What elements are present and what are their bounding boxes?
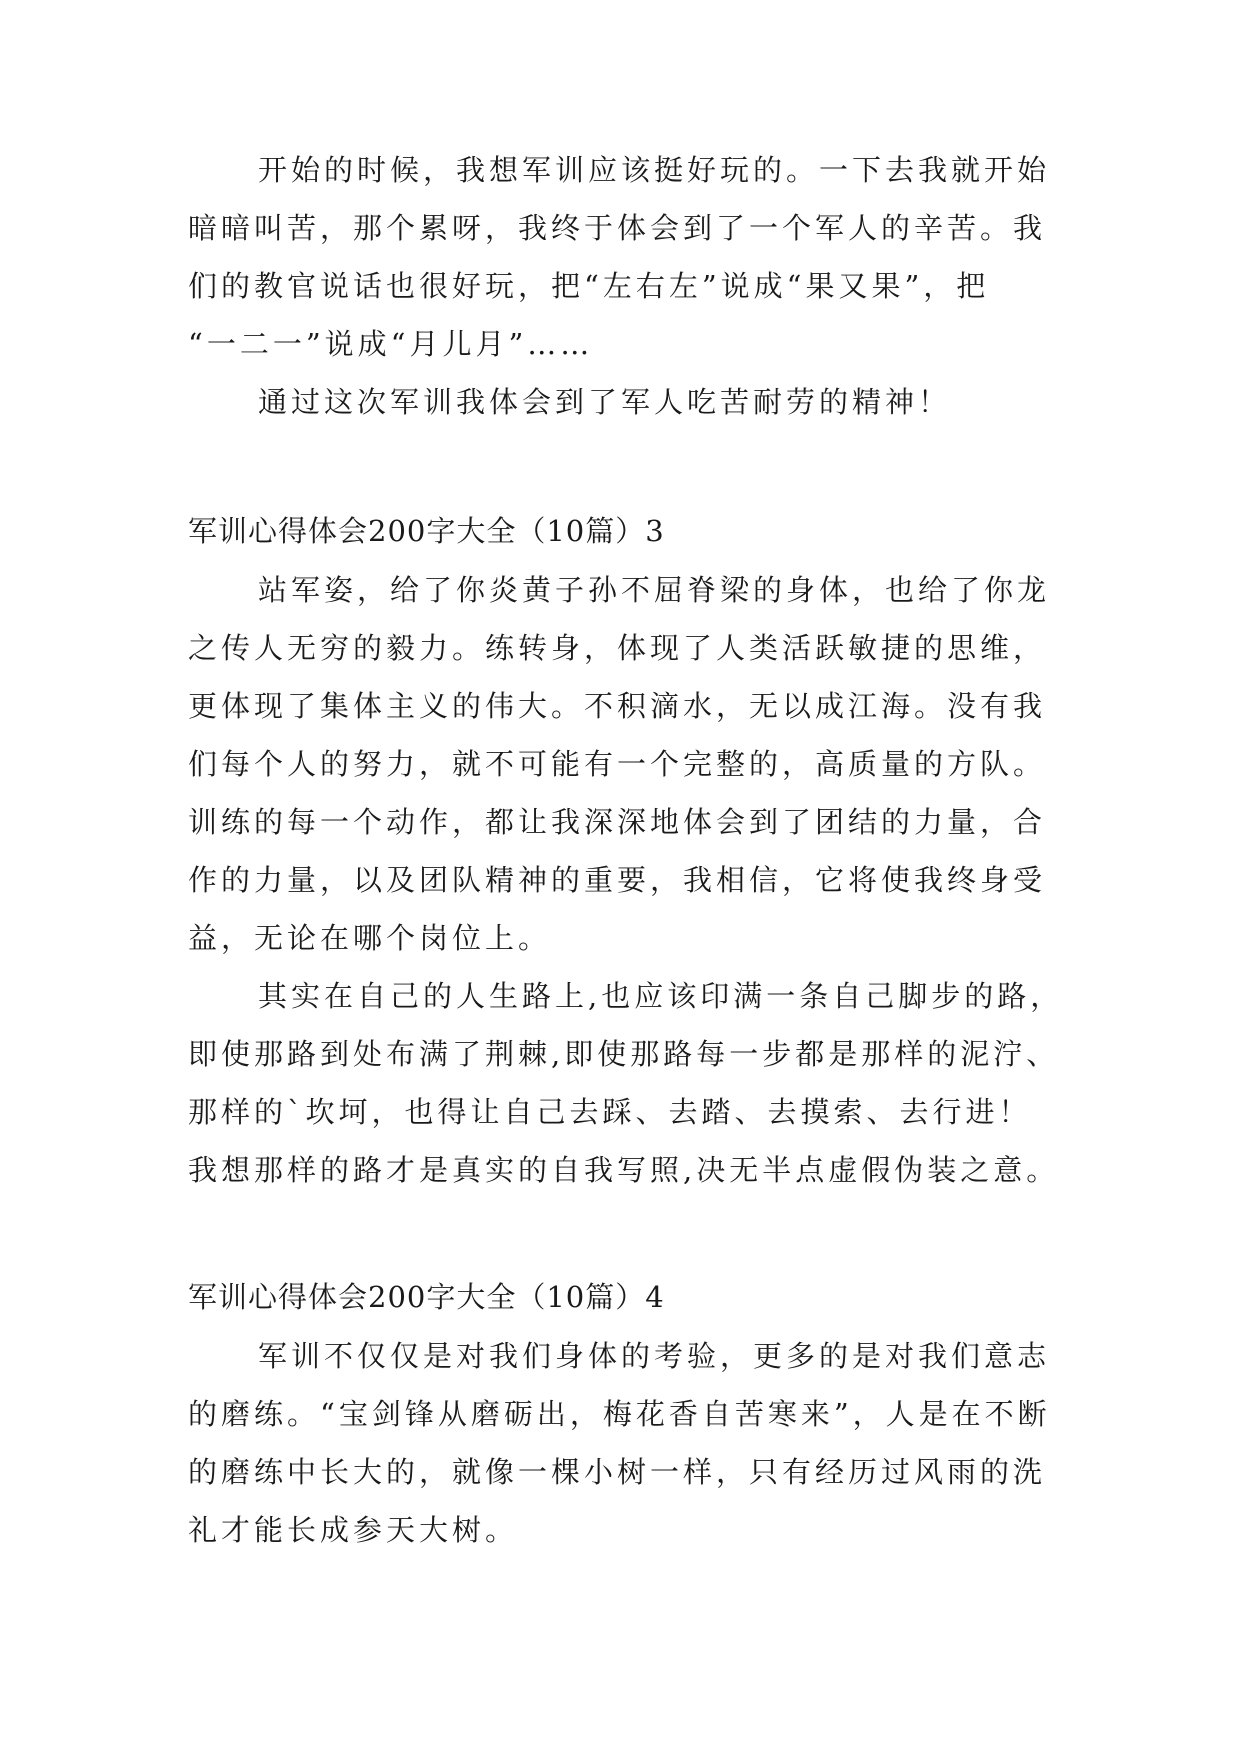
section-heading-4: 军训心得体会200字大全（10篇）4 xyxy=(188,1280,665,1314)
section-heading-3: 军训心得体会200字大全（10篇）3 xyxy=(188,514,665,548)
paragraph-line: 益，无论在哪个岗位上。 xyxy=(188,921,552,955)
paragraph-line: 站军姿，给了你炎黄子孙不屈脊梁的身体，也给了你龙 xyxy=(258,573,1051,607)
paragraph-line: 的磨练中长大的，就像一棵小树一样，只有经历过风雨的洗 xyxy=(188,1455,1047,1489)
paragraph-line: “一二一”说成“月儿月”…… xyxy=(188,327,594,361)
paragraph-line: 更体现了集体主义的伟大。不积滴水，无以成江海。没有我 xyxy=(188,689,1047,723)
paragraph-line: 作的力量，以及团队精神的重要，我相信，它将使我终身受 xyxy=(188,863,1047,897)
paragraph-line: 其实在自己的人生路上,也应该印满一条自己脚步的路， xyxy=(258,979,1064,1013)
paragraph-line: 即使那路到处布满了荆棘,即使那路每一步都是那样的泥泞、 xyxy=(188,1037,1060,1071)
paragraph-line: 军训不仅仅是对我们身体的考验，更多的是对我们意志 xyxy=(258,1339,1051,1373)
paragraph-line: 通过这次军训我体会到了军人吃苦耐劳的精神！ xyxy=(258,385,952,419)
paragraph-line: 们的教官说话也很好玩，把“左右左”说成“果又果”，把 xyxy=(188,269,990,303)
paragraph-line: 训练的每一个动作，都让我深深地体会到了团结的力量，合 xyxy=(188,805,1047,839)
paragraph-line: 开始的时候，我想军训应该挺好玩的。一下去我就开始 xyxy=(258,153,1051,187)
paragraph-line: 那样的`坎坷，也得让自己去踩、去踏、去摸索、去行进！ xyxy=(188,1095,1032,1129)
paragraph-line: 之传人无穷的毅力。练转身，体现了人类活跃敏捷的思维， xyxy=(188,631,1047,665)
paragraph-line: 暗暗叫苦，那个累呀，我终于体会到了一个军人的辛苦。我 xyxy=(188,211,1047,245)
paragraph-line: 我想那样的路才是真实的自我写照,决无半点虚假伪装之意。 xyxy=(188,1153,1060,1187)
paragraph-line: 们每个人的努力，就不可能有一个完整的，高质量的方队。 xyxy=(188,747,1047,781)
paragraph-line: 的磨练。“宝剑锋从磨砺出，梅花香自苦寒来”，人是在不断 xyxy=(188,1397,1051,1431)
paragraph-line: 礼才能长成参天大树。 xyxy=(188,1513,519,1547)
